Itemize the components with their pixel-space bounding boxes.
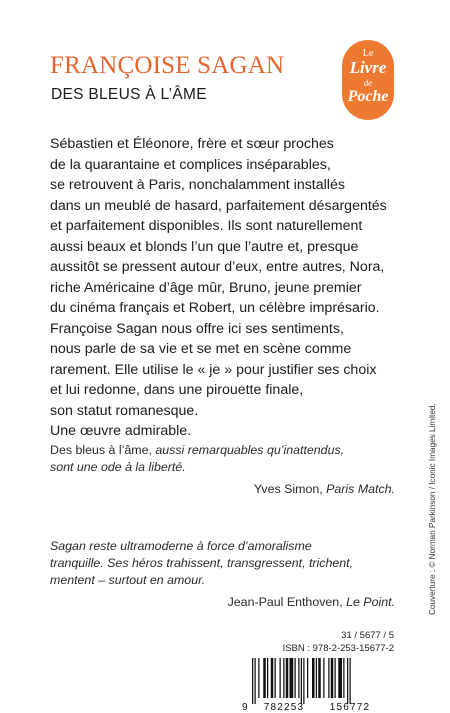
synopsis-line: dans un meublé de hasard, parfaitement désargentés [50,197,387,214]
quote-line: tranquille. Ses héros trahissent, transgressent, trichent, [50,556,354,570]
barcode-bar [286,658,289,698]
barcode-bar [283,658,284,698]
synopsis-line: du cinéma français et Robert, un célèbre imprésario. [50,300,380,316]
barcode-bar [295,658,296,698]
logo-line-3: de [363,78,373,88]
synopsis-line: riche Américaine d’âge mûr, Bruno, jeune premier [50,279,362,296]
barcode-bar [343,658,344,698]
barcode-bar [255,658,256,704]
logo-line-1: Le [362,48,374,59]
barcode-bar [290,658,294,698]
book-title: DES BLEUS À L’ÂME [51,86,207,103]
press-quote [50,442,395,498]
isbn: ISBN : 978-2-253-15677-2 [282,643,394,654]
barcode [240,658,396,712]
barcode-bar [323,658,324,698]
barcode-bar [318,658,321,698]
quote-author: Jean-Paul Enthoven, [227,595,347,609]
synopsis-line: aussitôt se pressent autour d’eux, entre autres, Nora, [50,259,385,275]
synopsis-line: nous parle de sa vie et se met en scène comme [50,341,352,357]
quote-text-italic: aussi remarquables qu’inattendus, [155,443,345,457]
logo-line-4: Poche [347,88,389,105]
synopsis-line: son statut romanesque. [50,402,199,419]
quote-source: Paris Match. [326,482,395,496]
quote-line: mentent – surtout en amour. [50,573,206,587]
synopsis-line: Une œuvre admirable. [50,423,192,439]
synopsis-line: Françoise Sagan nous offre ici ses sentiments, [50,320,344,337]
quote-line: sont une ode à la liberté. [50,460,186,474]
barcode-right-digits: 156772 [329,702,371,712]
synopsis [50,134,390,442]
barcode-bar [301,658,302,704]
barcode-bar [280,658,281,698]
barcode-bar [271,658,274,698]
barcode-bar [267,658,268,698]
barcode-bar [252,658,253,704]
synopsis-line: se retrouvent à Paris, nonchalamment installés [50,177,345,193]
barcode-first-digit: 9 [242,702,248,712]
barcode-bar [316,658,317,698]
barcode-bar [328,658,329,698]
barcode-bar [338,658,342,698]
quote-attribution [50,594,395,611]
synopsis-line: et parfaitement disponibles. Ils sont naturellement [50,218,363,234]
press-quote [50,538,395,611]
quote-line: Sagan reste ultramoderne à force d’amoralisme [50,539,312,553]
synopsis-line: Sébastien et Éléonore, frère et sœur proches [50,136,334,152]
barcode-bar [258,658,259,698]
quote-source: Le Point. [346,595,395,609]
barcode-bar [335,658,336,698]
barcode-bar [298,658,299,698]
publisher-logo [342,40,394,120]
synopsis-line: rarement. Elle utilise le « je » pour justifier ses choix [50,361,377,378]
synopsis-line: de la quarantaine et complices inséparables, [50,156,331,173]
barcode-bar [303,658,304,704]
author-name: FRANÇOISE SAGAN [50,52,285,79]
catalog-code: 31 / 5677 / 5 [341,630,394,641]
quote-text: Des bleus à l’âme, [50,443,156,457]
synopsis-line: aussi beaux et blonds l’un que l’autre et, presque [50,238,359,255]
cover-credit: Couverture : © Norman Parkinson / Iconic Images Limited. [428,403,437,615]
quote-author: Yves Simon, [253,482,327,496]
barcode-bar [331,658,334,698]
barcode-left-digits: 782253 [263,702,305,712]
barcode-bar [263,658,266,698]
synopsis-line: et lui redonne, dans une pirouette finale, [50,382,304,398]
barcode-bars [252,658,351,704]
barcode-bar [347,658,348,704]
logo-line-2: Livre [349,58,387,77]
quote-attribution [50,481,395,498]
barcode-bar [307,658,308,698]
barcode-bar [275,658,276,698]
barcode-bar [312,658,315,698]
quote-line [50,442,395,459]
barcode-bar [350,658,351,704]
